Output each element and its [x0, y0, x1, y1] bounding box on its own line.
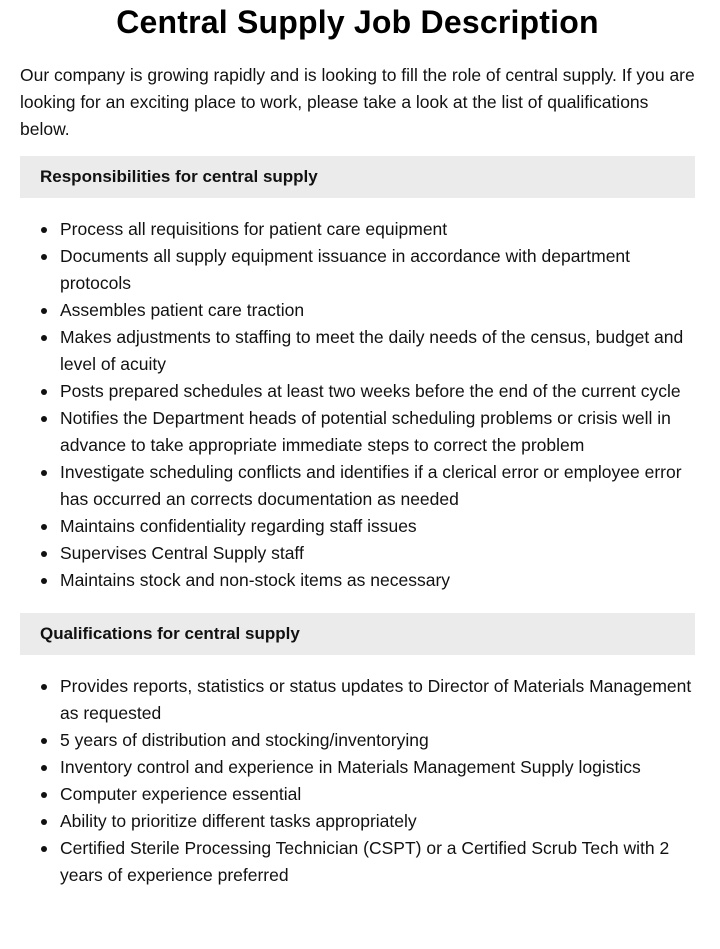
list-item: Makes adjustments to staffing to meet the daily needs of the census, budget and level of acuity	[60, 324, 695, 378]
list-item: Ability to prioritize different tasks appropriately	[60, 808, 695, 835]
bullet-icon	[41, 765, 47, 771]
intro-paragraph: Our company is growing rapidly and is looking to fill the role of central supply. If you are looking for an exciting place to work, please take a look at the list of qualifications below.	[20, 65, 695, 139]
bullet-icon	[41, 819, 47, 825]
list-item: Maintains stock and non-stock items as necessary	[60, 567, 695, 594]
page-title: Central Supply Job Description	[116, 4, 599, 40]
bullet-icon	[41, 551, 47, 557]
qualifications-list	[20, 673, 695, 889]
bullet-icon	[41, 846, 47, 852]
bullet-icon	[41, 254, 47, 260]
bullet-icon	[41, 684, 47, 690]
list-item: Posts prepared schedules at least two weeks before the end of the current cycle	[60, 378, 695, 405]
list-item: Investigate scheduling conflicts and identifies if a clerical error or employee error has occurred an corrects documentation as needed	[60, 459, 695, 513]
list-item: Provides reports, statistics or status updates to Director of Materials Management as requested	[60, 673, 695, 727]
list-item: Documents all supply equipment issuance in accordance with department protocols	[60, 243, 695, 297]
list-item: Computer experience essential	[60, 781, 695, 808]
bullet-icon	[41, 524, 47, 530]
bullet-icon	[41, 470, 47, 476]
bullet-icon	[41, 738, 47, 744]
bullet-icon	[41, 389, 47, 395]
list-item: Notifies the Department heads of potential scheduling problems or crisis well in advance to take appropriate immediate steps to correct the problem	[60, 405, 695, 459]
bullet-icon	[41, 227, 47, 233]
bullet-icon	[41, 416, 47, 422]
qualifications-header: Qualifications for central supply	[20, 613, 695, 655]
responsibilities-header: Responsibilities for central supply	[20, 156, 695, 198]
list-item: Process all requisitions for patient care equipment	[60, 216, 695, 243]
list-item: Supervises Central Supply staff	[60, 540, 695, 567]
list-item: Maintains confidentiality regarding staff issues	[60, 513, 695, 540]
list-item: 5 years of distribution and stocking/inventorying	[60, 727, 695, 754]
bullet-icon	[41, 792, 47, 798]
responsibilities-list	[20, 216, 695, 594]
bullet-icon	[41, 578, 47, 584]
list-item: Inventory control and experience in Materials Management Supply logistics	[60, 754, 695, 781]
list-item: Assembles patient care traction	[60, 297, 695, 324]
bullet-icon	[41, 335, 47, 341]
bullet-icon	[41, 308, 47, 314]
list-item: Certified Sterile Processing Technician (CSPT) or a Certified Scrub Tech with 2 years of experience preferred	[60, 835, 695, 889]
